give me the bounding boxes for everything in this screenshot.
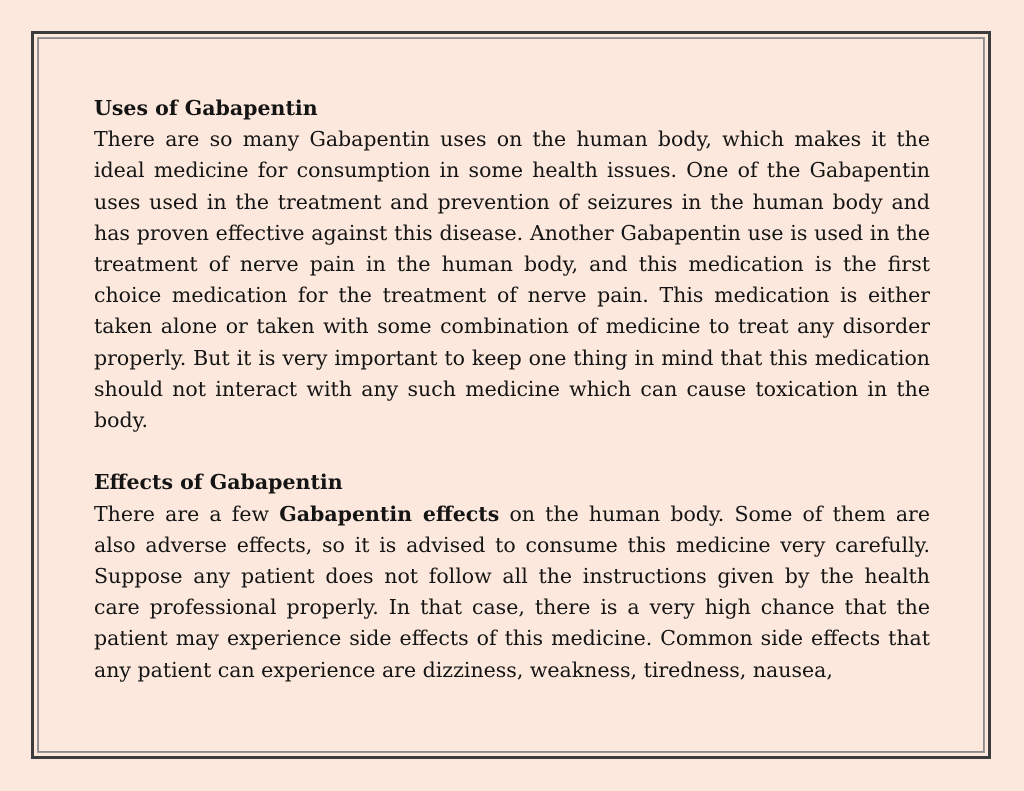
uses-paragraph: There are so many Gabapentin uses on the human body, which makes it the ideal medicine for consumption in some health issues. One of the Gabapentin uses used in the treatment and prevention of seizures in the human body and has proven effective against this disease. Another Gabapentin use is used in the treatment of nerve pain in the human body, and this medication is the first choice medication for the treatment of nerve pain. This medication is either taken alone or taken with some combination of medicine to treat any disorder properly. But it is very important to keep one thing in mind that this medication should not interact with any such medicine which can cause toxication in the body. [94,127,930,433]
section-spacer [94,436,930,467]
uses-heading: Uses of Gabapentin [94,96,318,120]
effects-heading: Effects of Gabapentin [94,470,343,495]
effects-paragraph [94,499,930,686]
effects-text-rest: on the human body. Some of them are also adverse effects, so it is advised to consume this medicine very carefully. Suppose any patient does not follow all the instructions given by the health care professional properly. In that case, there is a very high chance that the patient may experience side effects of this medicine. Common side effects that any patient can experience are dizziness, weakness, tiredness, nausea, [94,501,930,682]
effects-text-start: There are a few [94,501,280,526]
effects-bold-phrase: Gabapentin effects [279,501,500,526]
document-content [94,93,930,686]
